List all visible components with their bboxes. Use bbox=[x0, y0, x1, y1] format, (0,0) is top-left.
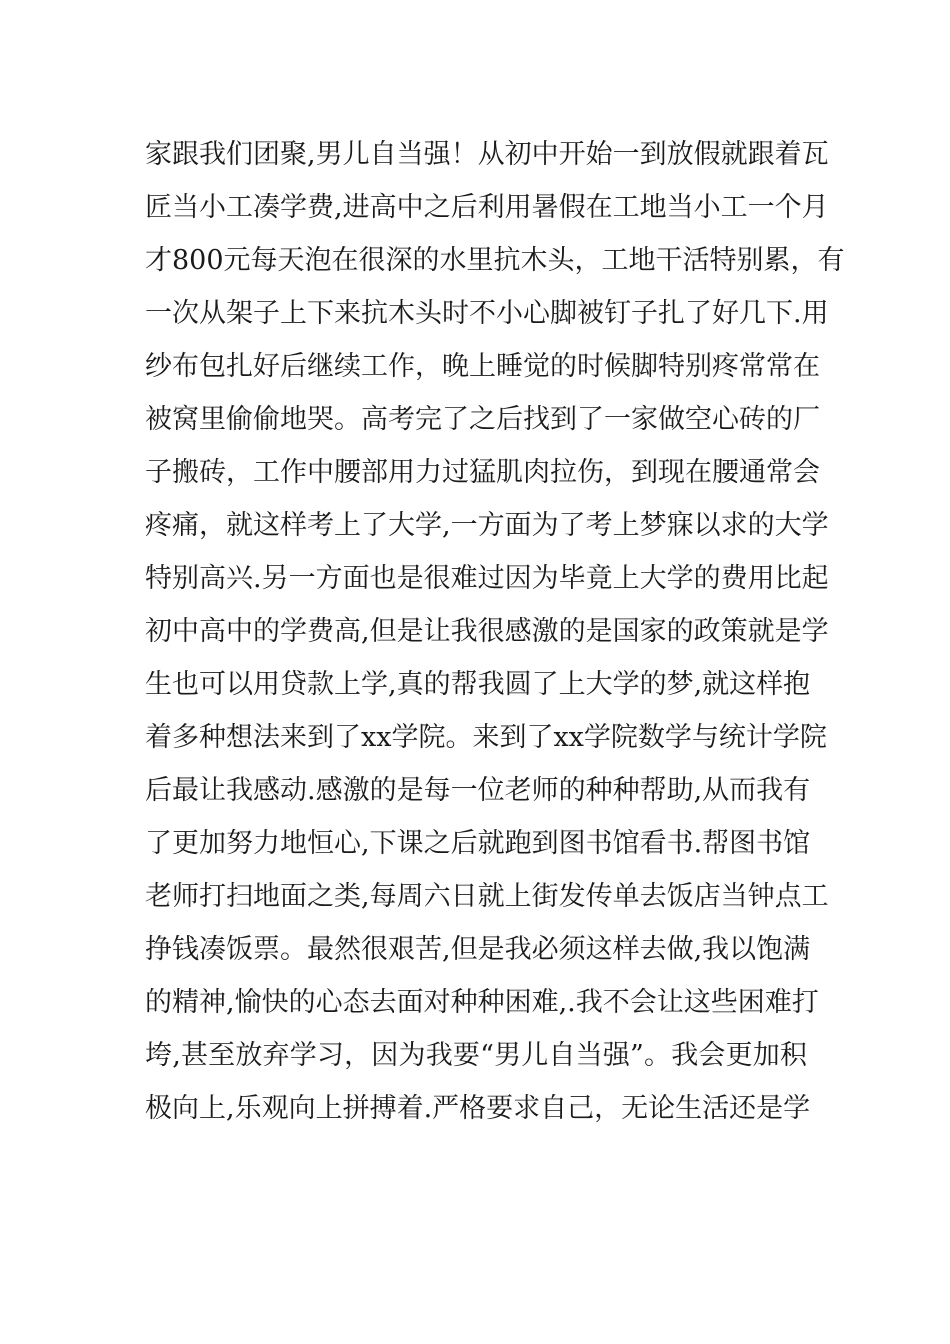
text-line-19: 极向上,乐观向上拼搏着.严格要求自己，无论生活还是学 bbox=[145, 1093, 811, 1124]
body-text bbox=[145, 128, 845, 1135]
text-line-10: 初中高中的学费高,但是让我很感激的是国家的政策就是学 bbox=[145, 616, 829, 647]
text-line-13: 后最让我感动.感激的是每一位老师的种种帮助,从而我有 bbox=[145, 775, 811, 806]
text-line-11: 生也可以用贷款上学,真的帮我圆了上大学的梦,就这样抱 bbox=[145, 669, 811, 700]
text-line-12: 着多种想法来到了xx学院。来到了xx学院数学与统计学院 bbox=[145, 722, 827, 753]
text-line-18: 垮,甚至放弃学习，因为我要“男儿自当强”。我会更加积 bbox=[145, 1040, 807, 1071]
text-line-17: 的精神,愉快的心态去面对种种困难,.我不会让这些困难打 bbox=[145, 987, 819, 1018]
text-line-14: 了更加努力地恒心,下课之后就跑到图书馆看书.帮图书馆 bbox=[145, 828, 811, 859]
text-line-15: 老师打扫地面之类,每周六日就上街发传单去饭店当钟点工 bbox=[145, 881, 829, 912]
text-line-1: 家跟我们团聚,男儿自当强！从初中开始一到放假就跟着瓦 bbox=[145, 139, 829, 170]
text-line-7: 子搬砖，工作中腰部用力过猛肌肉拉伤，到现在腰通常会 bbox=[145, 457, 820, 488]
text-line-4: 一次从架子上下来抗木头时不小心脚被钉子扎了好几下.用 bbox=[145, 298, 829, 329]
text-line-5: 纱布包扎好后继续工作，晚上睡觉的时候脚特别疼常常在 bbox=[145, 351, 820, 382]
text-line-3: 才800元每天泡在很深的水里抗木头，工地干活特别累，有 bbox=[145, 245, 845, 276]
text-line-8: 疼痛，就这样考上了大学,一方面为了考上梦寐以求的大学 bbox=[145, 510, 829, 541]
text-line-16: 挣钱凑饭票。最然很艰苦,但是我必须这样去做,我以饱满 bbox=[145, 934, 811, 965]
text-line-9: 特别高兴.另一方面也是很难过因为毕竟上大学的费用比起 bbox=[145, 563, 829, 594]
text-line-6: 被窝里偷偷地哭。高考完了之后找到了一家做空心砖的厂 bbox=[145, 404, 820, 435]
text-line-2: 匠当小工凑学费,进高中之后利用暑假在工地当小工一个月 bbox=[145, 192, 829, 223]
